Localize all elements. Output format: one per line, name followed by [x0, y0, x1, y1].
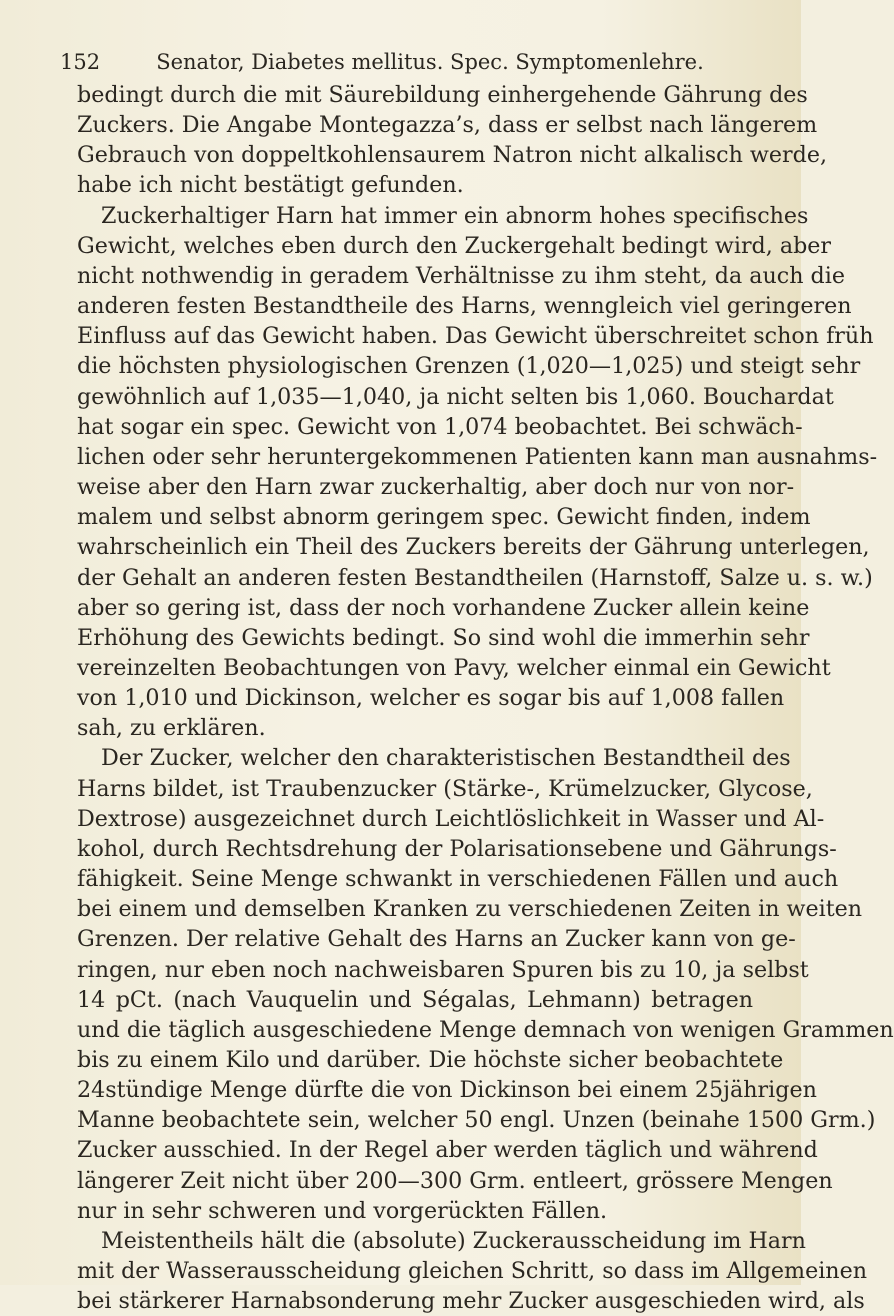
- text-line: wahrscheinlich ein Theil des Zuckers bereits der Gährung unterlegen,: [77, 534, 870, 561]
- text-line: vereinzelten Beobachtungen von Pavy, welcher einmal ein Gewicht: [77, 654, 831, 681]
- text-line: gewöhnlich auf 1,035—1,040, ja nicht selten bis 1,060. Bouchardat: [77, 383, 834, 410]
- text-line: weise aber den Harn zwar zuckerhaltig, aber doch nur von nor-: [77, 474, 795, 501]
- text-line: Harns bildet, ist Traubenzucker (Stärke-, Krümelzucker, Glycose,: [77, 775, 813, 802]
- text-line: Gebrauch von doppeltkohlensaurem Natron nicht alkalisch werde,: [77, 142, 828, 169]
- text-line: bedingt durch die mit Säurebildung einhergehende Gährung des: [77, 82, 808, 108]
- text-line: Gewicht, welches eben durch den Zuckergehalt bedingt wird, aber: [77, 232, 832, 259]
- text-line: nicht nothwendig in geradem Verhältnisse zu ihm steht, da auch die: [77, 262, 845, 289]
- page-number: 152: [60, 50, 101, 74]
- text-line: hat sogar ein spec. Gewicht von 1,074 beobachtet. Bei schwäch-: [77, 413, 803, 440]
- text-line: bis zu einem Kilo und darüber. Die höchste sicher beobachtete: [77, 1047, 784, 1073]
- text-line: Manne beobachtete sein, welcher 50 engl. Unzen (beinahe 1500 Grm.): [77, 1107, 876, 1134]
- text-line: lichen oder sehr heruntergekommenen Patienten kann man ausnahms-: [77, 443, 878, 470]
- text-line: ringen, nur eben noch nachweisbaren Spuren bis zu 10, ja selbst: [77, 956, 809, 983]
- running-head: Senator, Diabetes mellitus. Spec. Symptomenlehre.: [156, 50, 704, 74]
- text-line: Zucker ausschied. In der Regel aber werden täglich und während: [77, 1137, 818, 1164]
- text-line: Erhöhung des Gewichts bedingt. So sind wohl die immerhin sehr: [77, 624, 810, 651]
- text-line: mit der Wasserausscheidung gleichen Schritt, so dass im Allgemeinen: [77, 1258, 868, 1285]
- text-line: bei einem und demselben Kranken zu verschiedenen Zeiten in weiten: [77, 896, 863, 923]
- text-line: kohol, durch Rechtsdrehung der Polarisationsebene und Gährungs-: [77, 835, 837, 862]
- text-line: Zuckers. Die Angabe Montegazza’s, dass er selbst nach längerem: [77, 112, 818, 139]
- page-header: [60, 50, 750, 74]
- text-line: Grenzen. Der relative Gehalt des Harns an Zucker kann von ge-: [77, 926, 796, 953]
- text-line: von 1,010 und Dickinson, welcher es sogar bis auf 1,008 fallen: [77, 685, 785, 712]
- text-line: aber so gering ist, dass der noch vorhandene Zucker allein keine: [77, 594, 810, 621]
- text-line: Zuckerhaltiger Harn hat immer ein abnorm hohes specifisches: [101, 202, 809, 229]
- text-line: malem und selbst abnorm geringem spec. Gewicht finden, indem: [77, 504, 811, 531]
- text-line: habe ich nicht bestätigt gefunden.: [77, 172, 464, 199]
- text-line: 14 pCt. (nach Vauquelin und Ségalas, Lehmann) betragen: [77, 986, 753, 1013]
- text-line: und die täglich ausgeschiedene Menge demnach von wenigen Grammen: [77, 1016, 894, 1043]
- text-line: 24stündige Menge dürfte die von Dickinson bei einem 25jährigen: [77, 1077, 817, 1104]
- text-line: Einfluss auf das Gewicht haben. Das Gewicht überschreitet schon früh: [77, 323, 874, 350]
- text-line: die höchsten physiologischen Grenzen (1,020—1,025) und steigt sehr: [77, 353, 861, 380]
- body-text: [77, 80, 894, 1316]
- text-line: bei stärkerer Harnabsonderung mehr Zucker ausgeschieden wird, als: [77, 1288, 865, 1315]
- text-line: Dextrose) ausgezeichnet durch Leichtlöslichkeit in Wasser und Al-: [77, 805, 825, 832]
- text-line: sah, zu erklären.: [77, 715, 266, 742]
- text-line: der Gehalt an anderen festen Bestandtheilen (Harnstoff, Salze u. s. w.): [77, 564, 873, 591]
- text-line: längerer Zeit nicht über 200—300 Grm. entleert, grössere Mengen: [77, 1167, 833, 1194]
- text-line: anderen festen Bestandtheile des Harns, wenngleich viel geringeren: [77, 293, 852, 320]
- text-line: Der Zucker, welcher den charakteristischen Bestandtheil des: [101, 745, 791, 772]
- text-line: nur in sehr schweren und vorgerückten Fällen.: [77, 1197, 608, 1224]
- text-line: fähigkeit. Seine Menge schwankt in verschiedenen Fällen und auch: [77, 866, 839, 893]
- text-line: Meistentheils hält die (absolute) Zuckerausscheidung im Harn: [101, 1227, 806, 1254]
